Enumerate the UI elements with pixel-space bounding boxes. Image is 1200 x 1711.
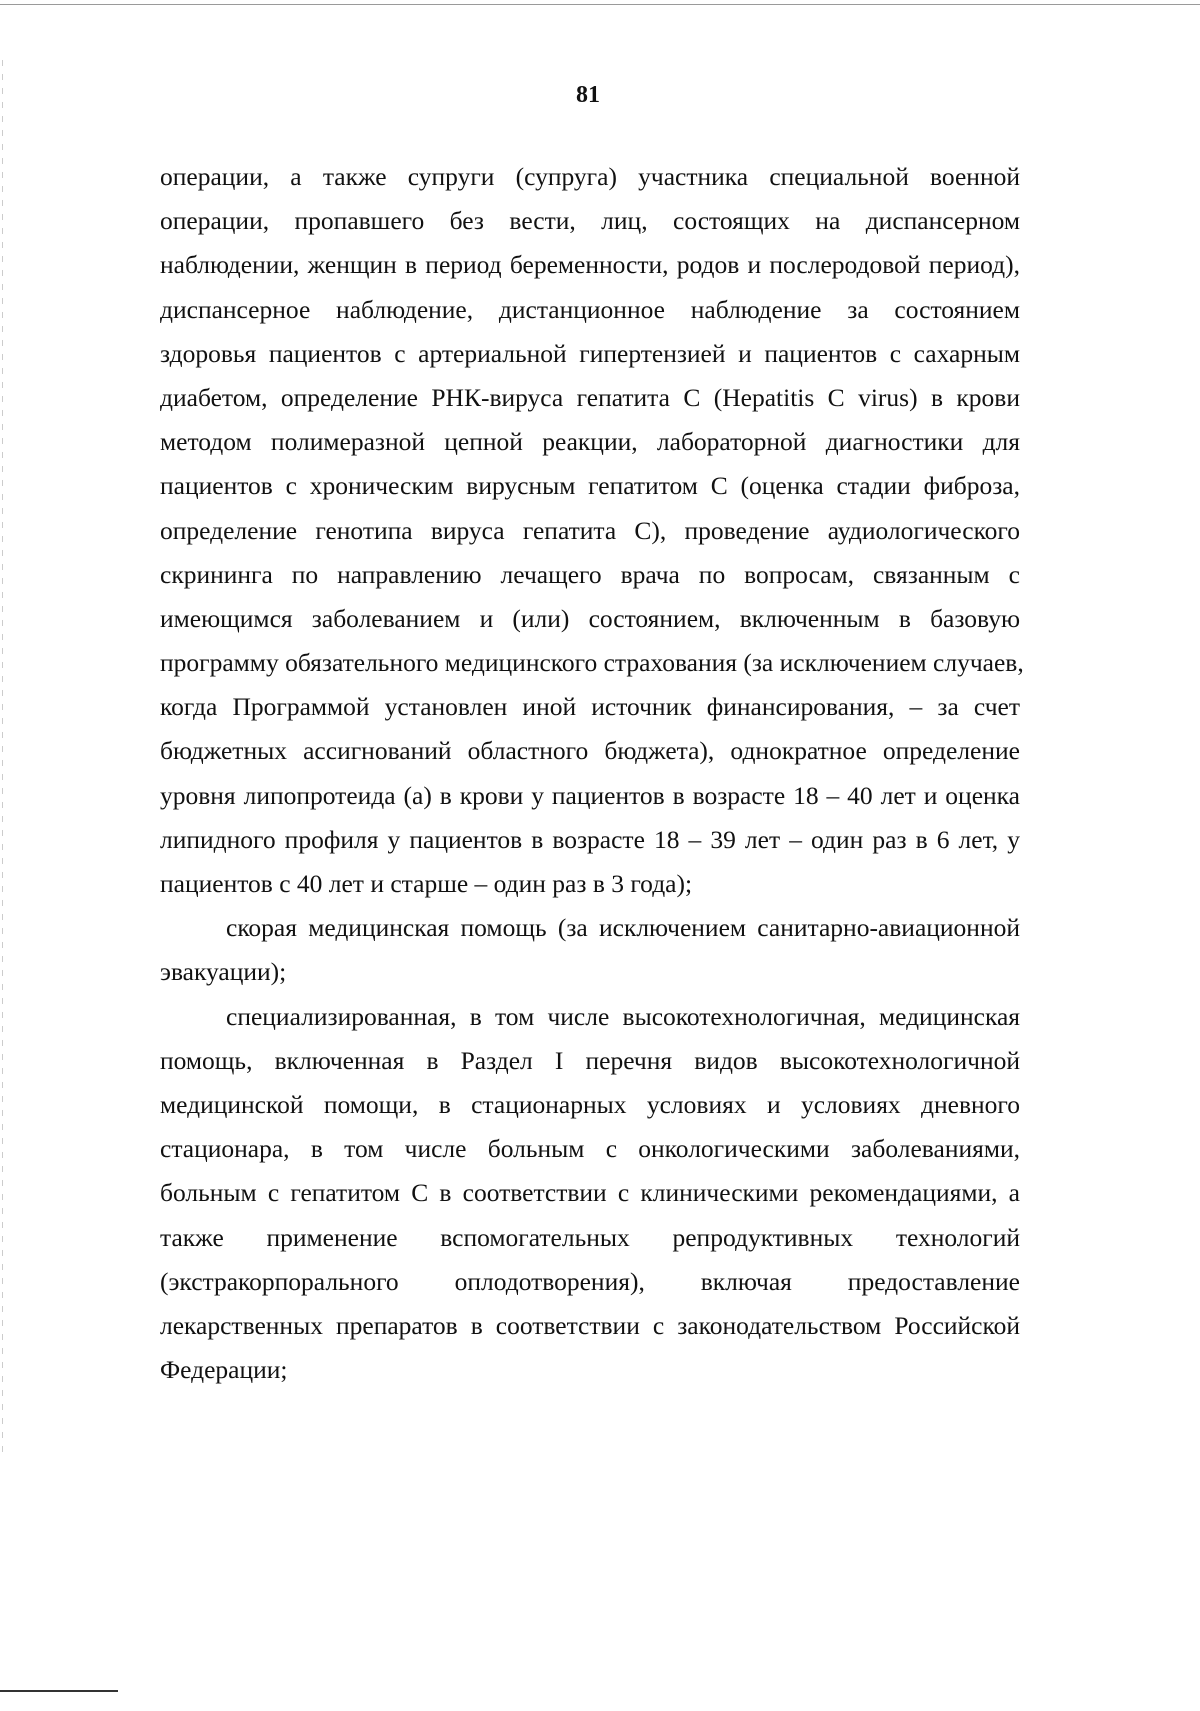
text-line: также применение вспомогательных репродуктивных технологий bbox=[160, 1222, 1020, 1252]
scan-bottom-mark bbox=[0, 1690, 118, 1692]
text-line: бюджетных ассигнований областного бюджета), однократное определение bbox=[160, 736, 1020, 766]
text-line: когда Программой установлен иной источник финансирования, – за счет bbox=[160, 692, 1020, 722]
text-line: скорая медицинская помощь (за исключением санитарно-авиационной bbox=[226, 913, 1020, 943]
text-line: липидного профиля у пациентов в возрасте 18 – 39 лет – один раз в 6 лет, у bbox=[160, 824, 1020, 854]
text-line: определение генотипа вируса гепатита С), проведение аудиологического bbox=[160, 515, 1020, 545]
text-line: Федерации; bbox=[160, 1355, 288, 1385]
text-line: наблюдении, женщин в период беременности, родов и послеродовой период), bbox=[160, 250, 1020, 280]
text-line: диспансерное наблюдение, дистанционное наблюдение за состоянием bbox=[160, 294, 1020, 324]
text-line: скрининга по направлению лечащего врача по вопросам, связанным с bbox=[160, 559, 1020, 589]
page-number: 81 bbox=[576, 82, 600, 108]
text-line: эвакуации); bbox=[160, 957, 287, 987]
text-line: пациентов с хроническим вирусным гепатитом С (оценка стадии фиброза, bbox=[160, 471, 1020, 501]
text-line: (экстракорпорального оплодотворения), включая предоставление bbox=[160, 1266, 1020, 1296]
text-line: методом полимеразной цепной реакции, лабораторной диагностики для bbox=[160, 427, 1020, 457]
text-line: специализированная, в том числе высокотехнологичная, медицинская bbox=[226, 1001, 1020, 1031]
text-line: пациентов с 40 лет и старше – один раз в 3 года); bbox=[160, 869, 693, 898]
text-line: диабетом, определение РНК-вируса гепатита С (Hepatitis C virus) в крови bbox=[160, 382, 1020, 412]
scan-top-edge bbox=[0, 4, 1200, 5]
text-line: помощь, включенная в Раздел I перечня видов высокотехнологичной bbox=[160, 1045, 1020, 1075]
text-line: имеющимся заболеванием и (или) состоянием, включенным в базовую bbox=[160, 603, 1020, 633]
text-line: здоровья пациентов с артериальной гипертензией и пациентов с сахарным bbox=[160, 338, 1020, 368]
scan-left-edge bbox=[2, 60, 3, 1460]
text-line: больным с гепатитом С в соответствии с клиническими рекомендациями, а bbox=[160, 1178, 1020, 1208]
text-line: программу обязательного медицинского страхования (за исключением случаев, bbox=[160, 648, 1024, 678]
text-line: уровня липопротеида (а) в крови у пациентов в возрасте 18 – 40 лет и оценка bbox=[160, 780, 1020, 810]
text-line: операции, а также супруги (супруга) участника специальной военной bbox=[160, 162, 1020, 191]
text-line: лекарственных препаратов в соответствии с законодательством Российской bbox=[160, 1310, 1020, 1340]
document-body bbox=[160, 155, 1024, 1392]
text-line: медицинской помощи, в стационарных условиях и условиях дневного bbox=[160, 1089, 1020, 1119]
text-line: операции, пропавшего без вести, лиц, состоящих на диспансерном bbox=[160, 206, 1020, 236]
text-line: стационара, в том числе больным с онкологическими заболеваниями, bbox=[160, 1134, 1020, 1164]
